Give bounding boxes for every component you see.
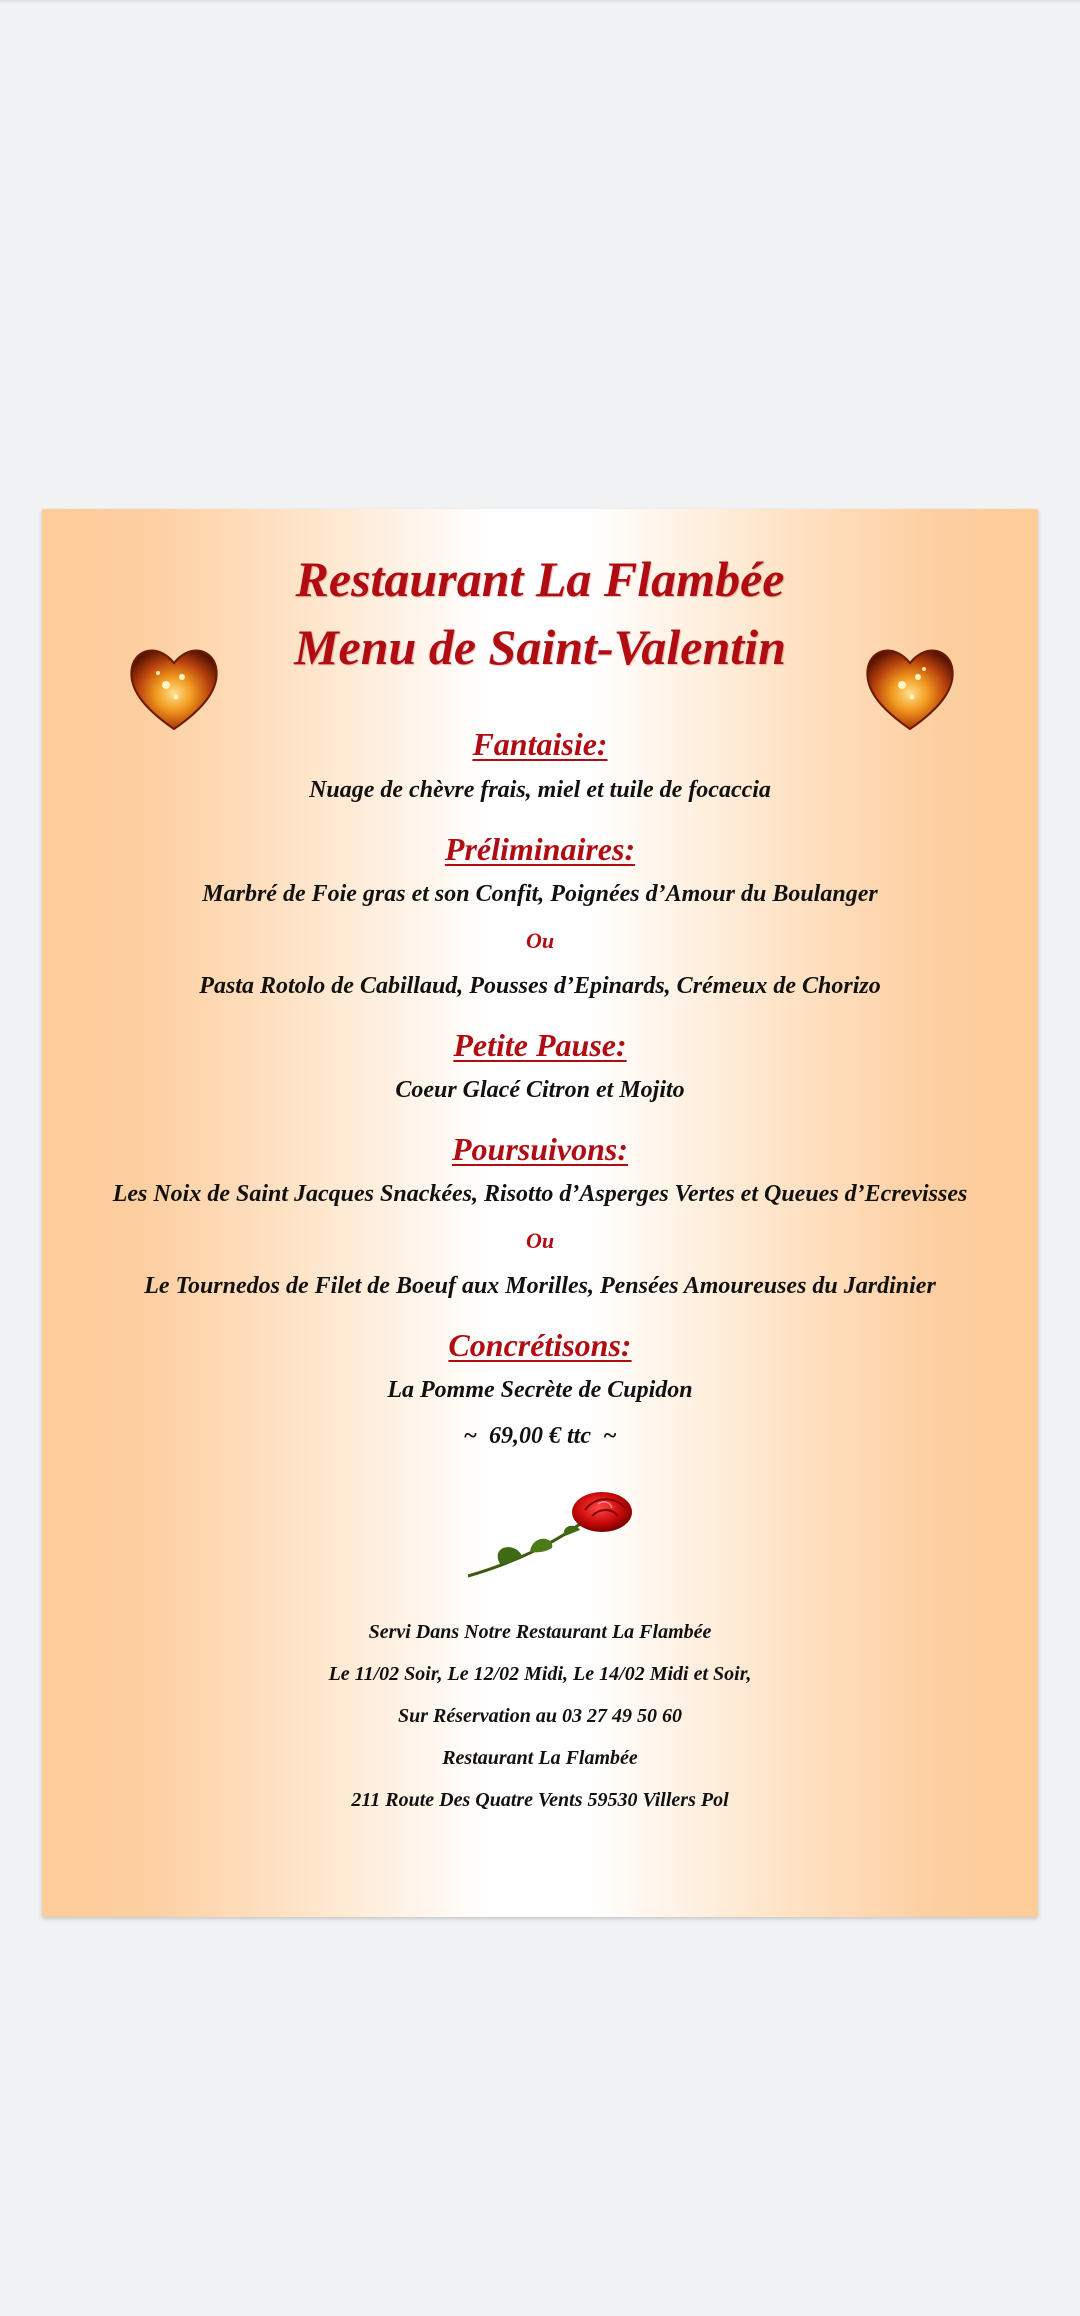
section-title-petite-pause: Petite Pause:: [453, 1027, 627, 1063]
dish-poursuivons-2: Le Tournedos de Filet de Boeuf aux Morilles, Pensées Amoureuses du Jardinier: [144, 1273, 936, 1299]
dish-petite-pause: Coeur Glacé Citron et Mojito: [395, 1077, 685, 1103]
menu-price: ~ 69,00 € ttc ~: [463, 1423, 617, 1449]
section-title-concretisons: Concrétisons:: [448, 1327, 632, 1363]
section-title-fantaisie: Fantaisie:: [472, 726, 608, 762]
footer-line-5: 211 Route Des Quatre Vents 59530 Villers Pol: [351, 1789, 729, 1811]
or-separator: Ou: [525, 1228, 555, 1253]
footer-line-4: Restaurant La Flambée: [442, 1747, 638, 1769]
section-title-preliminaires: Préliminaires:: [444, 831, 636, 867]
rose-icon: [460, 1486, 640, 1581]
section-title-poursuivons: Poursuivons:: [451, 1131, 629, 1167]
menu-page: [42, 509, 1038, 1917]
dish-preliminaires-1: Marbré de Foie gras et son Confit, Poignées d’Amour du Boulanger: [202, 881, 878, 907]
footer-line-1: Servi Dans Notre Restaurant La Flambée: [368, 1621, 712, 1643]
top-shadow: [0, 0, 1080, 4]
footer-line-3: Sur Réservation au 03 27 49 50 60: [398, 1705, 682, 1727]
dish-poursuivons-1: Les Noix de Saint Jacques Snackées, Risotto d’Asperges Vertes et Queues d’Ecrevisses: [112, 1181, 968, 1207]
or-separator: Ou: [525, 928, 555, 953]
dish-concretisons: La Pomme Secrète de Cupidon: [387, 1377, 693, 1403]
heart-icon: [860, 637, 960, 737]
dish-preliminaires-2: Pasta Rotolo de Cabillaud, Pousses d’Epinards, Crémeux de Chorizo: [199, 973, 881, 999]
restaurant-title: Restaurant La Flambée: [295, 551, 785, 607]
footer-line-2: Le 11/02 Soir, Le 12/02 Midi, Le 14/02 Midi et Soir,: [328, 1663, 752, 1685]
dish-fantaisie: Nuage de chèvre frais, miel et tuile de focaccia: [309, 777, 771, 803]
heart-icon: [124, 637, 224, 737]
menu-title: Menu de Saint-Valentin: [294, 619, 786, 675]
